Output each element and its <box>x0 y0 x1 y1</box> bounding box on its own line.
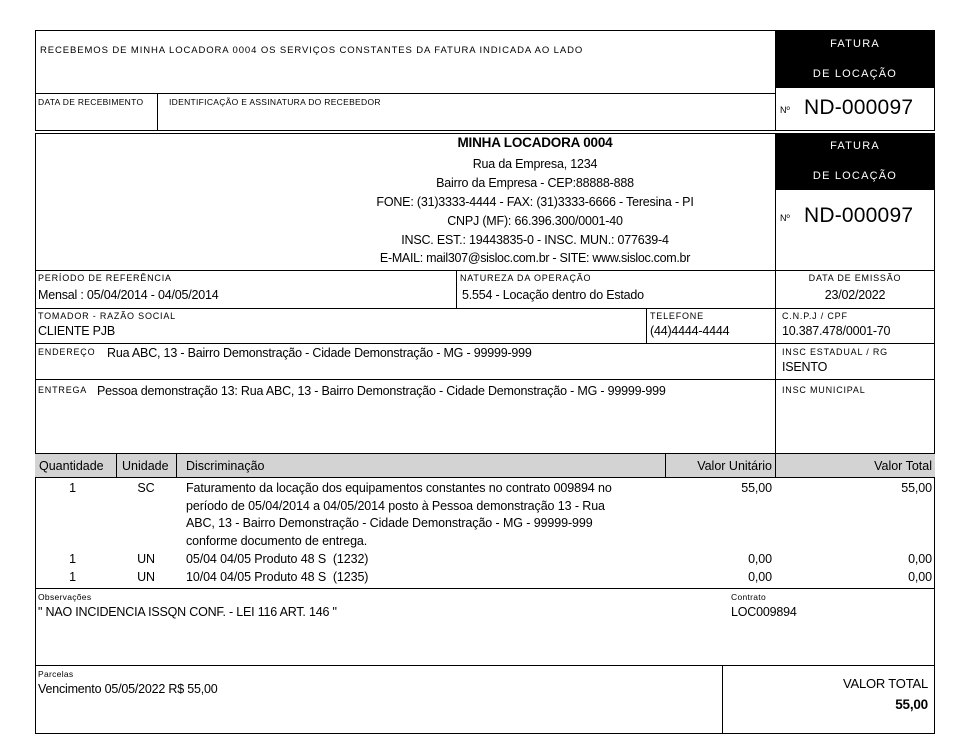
vdiv-natureza <box>456 270 457 308</box>
divider-row4 <box>35 379 935 380</box>
invoice-badge-top <box>775 30 935 88</box>
divider-row2 <box>35 308 935 309</box>
tomador-label: TOMADOR - RAZÃO SOCIAL <box>38 311 176 321</box>
row2-unit: UN <box>137 552 155 566</box>
endereco-label: ENDEREÇO <box>38 347 96 357</box>
company-phone: FONE: (31)3333-4444 - FAX: (31)3333-6666 - Teresina - PI <box>376 195 694 209</box>
obs-text: " NAO INCIDENCIA ISSQN CONF. - LEI 116 ART. 146 " <box>38 605 337 619</box>
badge-line2-b: DE LOCAÇÃO <box>812 170 898 182</box>
tomador-value: CLIENTE PJB <box>38 324 115 338</box>
row2-qty: 1 <box>69 552 76 566</box>
receipt-text: RECEBEMOS DE MINHA LOCADORA 0004 OS SERVIÇOS CONSTANTES DA FATURA INDICADA AO LADO <box>40 45 584 56</box>
parcelas-label: Parcelas <box>38 669 74 679</box>
col-total: Valor Total <box>874 459 932 473</box>
company-address: Rua da Empresa, 1234 <box>472 157 598 171</box>
row3-total: 0,00 <box>908 570 932 584</box>
col-qty: Quantidade <box>39 459 104 473</box>
telefone-value: (44)4444-4444 <box>650 324 730 338</box>
telefone-label: TELEFONE <box>650 311 704 321</box>
entrega-value: Pessoa demonstração 13: Rua ABC, 13 - Bairro Demonstração - Cidade Demonstração - MG - 99999-999 <box>97 384 666 398</box>
row2-total: 0,00 <box>908 552 932 566</box>
obs-label: Observações <box>38 592 92 602</box>
company-insc: INSC. EST.: 19443835-0 - INSC. MUN.: 077639-4 <box>401 233 669 247</box>
natureza-label: NATUREZA DA OPERAÇÃO <box>460 273 592 283</box>
col-unit-value: Valor Unitário <box>697 459 772 473</box>
row1-unit: SC <box>137 481 155 495</box>
row1-unit-value: 55,00 <box>741 481 772 495</box>
col-unit: Unidade <box>122 459 169 473</box>
company-district: Bairro da Empresa - CEP:88888-888 <box>436 176 634 190</box>
badge-line1-b: FATURA <box>830 140 880 152</box>
periodo-value: Mensal : 05/04/2014 - 04/05/2014 <box>38 288 219 302</box>
badge-line1: FATURA <box>830 38 880 50</box>
badge-left-border <box>775 30 776 131</box>
periodo-label: PERÍODO DE REFERÊNCIA <box>38 273 172 283</box>
invoice-badge <box>775 133 935 190</box>
emissao-value: 23/02/2022 <box>824 288 886 302</box>
row1-desc-line2: período de 05/04/2014 a 04/05/2014 posto à Pessoa demonstração 13 - Rua <box>186 499 605 513</box>
row3-desc: 10/04 04/05 Produto 48 S (1235) <box>186 570 369 584</box>
row3-unit: UN <box>137 570 155 584</box>
entrega-label: ENTREGA <box>38 385 88 395</box>
row1-desc-line4: conforme documento de entrega. <box>186 534 368 548</box>
badge-line2: DE LOCAÇÃO <box>812 68 898 80</box>
receipt-date-label: DATA DE RECEBIMENTO <box>38 97 144 107</box>
row1-desc-line1: Faturamento da locação dos equipamentos constantes no contrato 009894 no <box>186 481 612 495</box>
ie-value: ISENTO <box>782 360 828 374</box>
row1-total: 55,00 <box>901 481 932 495</box>
company-cnpj: CNPJ (MF): 66.396.300/0001-40 <box>447 214 623 228</box>
row3-qty: 1 <box>69 570 76 584</box>
endereco-value: Rua ABC, 13 - Bairro Demonstração - Cidade Demonstração - MG - 99999-999 <box>107 346 532 360</box>
receipt-vdivider <box>157 93 158 131</box>
total-label: VALOR TOTAL <box>843 676 928 691</box>
divider-row1 <box>35 270 935 271</box>
natureza-value: 5.554 - Locação dentro do Estado <box>462 288 644 302</box>
total-value: 55,00 <box>895 697 928 712</box>
receipt-sign-label: IDENTIFICAÇÃO E ASSINATURA DO RECEBEDOR <box>169 97 381 107</box>
invoice-number: ND-000097 <box>804 204 914 227</box>
row1-desc-line3: ABC, 13 - Bairro Demonstração - Cidade Demonstração - MG - 99999-999 <box>186 516 593 530</box>
company-name: MINHA LOCADORA 0004 <box>457 135 613 150</box>
contract-label: Contrato <box>731 592 767 602</box>
vdiv-telefone <box>646 308 647 343</box>
parcelas-text: Vencimento 05/05/2022 R$ 55,00 <box>38 682 218 696</box>
number-prefix: Nº <box>780 105 790 115</box>
cnpj-label: C.N.P.J / CPF <box>782 311 848 321</box>
company-email: E-MAIL: mail307@sisloc.com.br - SITE: www.sisloc.com.br <box>379 251 691 265</box>
row2-desc: 05/04 04/05 Produto 48 S (1232) <box>186 552 369 566</box>
row3-unit-value: 0,00 <box>748 570 772 584</box>
number-prefix-b: Nº <box>780 213 790 223</box>
contract-value: LOC009894 <box>731 605 797 619</box>
emissao-label: DATA DE EMISSÃO <box>808 273 902 283</box>
divider-row3 <box>35 343 935 344</box>
invoice-number-top: ND-000097 <box>804 96 914 119</box>
im-label: INSC MUNICIPAL <box>782 385 866 395</box>
ie-label: INSC ESTADUAL / RG <box>782 347 888 357</box>
receipt-divider <box>35 93 775 94</box>
divider-parcelas <box>35 665 935 666</box>
cnpj-value: 10.387.478/0001-70 <box>782 324 891 338</box>
row1-qty: 1 <box>69 481 76 495</box>
divider-obs <box>35 588 935 589</box>
col-desc: Discriminação <box>186 459 265 473</box>
row2-unit-value: 0,00 <box>748 552 772 566</box>
items-table-header <box>35 453 935 478</box>
vdiv-total <box>722 665 723 734</box>
